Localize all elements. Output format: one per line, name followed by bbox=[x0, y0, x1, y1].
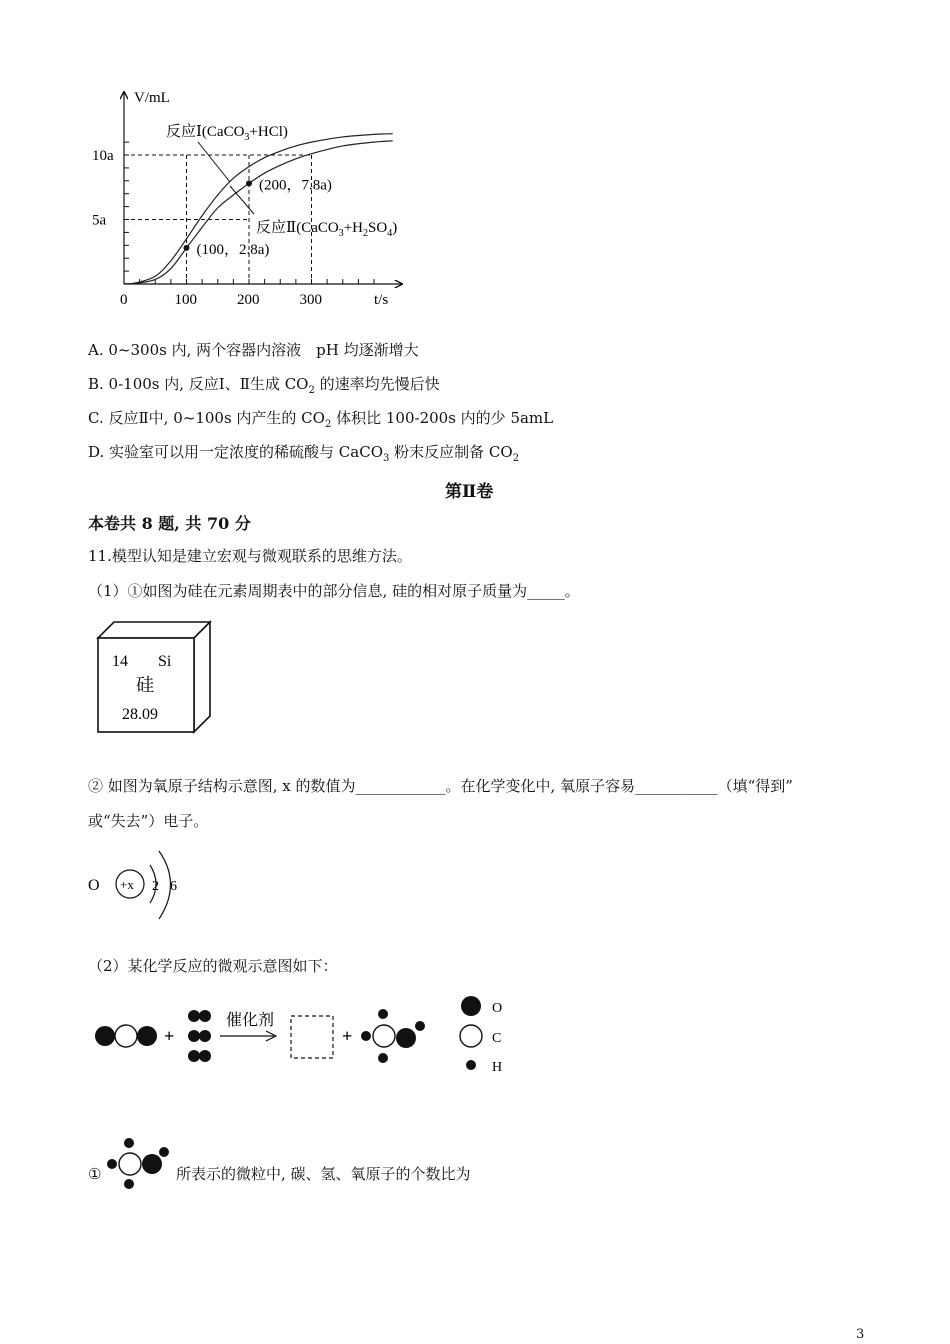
reaction-micro-diagram bbox=[86, 988, 526, 1088]
question-11-stem: 11.模型认知是建立宏观与微观联系的思维方法。 bbox=[88, 547, 412, 565]
section-info: 本卷共 8 题, 共 70 分 bbox=[88, 514, 251, 533]
catalyst-label: 催化剂 bbox=[226, 1012, 275, 1029]
series-pointer-reaction-1 bbox=[198, 142, 230, 182]
si-atomic-number: 14 bbox=[112, 653, 128, 670]
plus-sign-2: + bbox=[342, 1026, 353, 1046]
si-name: 硅 bbox=[136, 675, 154, 695]
x-tick-label-300: 300 bbox=[299, 292, 322, 308]
x-tick-label-100: 100 bbox=[174, 292, 197, 308]
plus-sign-1: + bbox=[164, 1026, 175, 1046]
option-d: D. 实验室可以用一定浓度的稀硫酸与 CaCO$_3$ 粉末反应制备 $CO_2$ bbox=[88, 443, 520, 464]
legend-carbon: C bbox=[492, 1031, 502, 1046]
product-blank-box bbox=[291, 1016, 333, 1058]
question-11-part-1: （1）①如图为硅在元素周期表中的部分信息, 硅的相对原子质量为_____。 bbox=[88, 582, 580, 600]
x-tick-label-200: 200 bbox=[237, 292, 260, 308]
section-title: 第Ⅱ卷 bbox=[445, 482, 494, 502]
y-tick-label-10a: 10a bbox=[92, 148, 114, 164]
silicon-periodic-cell bbox=[94, 618, 216, 738]
question-11-part-1b-line-2: 或“失去”）电子。 bbox=[88, 812, 209, 830]
methanol-molecule bbox=[361, 1009, 425, 1063]
series-label-reaction-1: 反应Ⅰ(CaCO$_3$+HCl) bbox=[166, 124, 288, 143]
legend-hydrogen: H bbox=[492, 1060, 503, 1075]
oxygen-atom-structure bbox=[84, 845, 194, 925]
y-tick-label-5a: 5a bbox=[92, 212, 107, 229]
shell-1-electrons: 2 bbox=[152, 879, 159, 894]
atom-symbol: O bbox=[88, 877, 100, 894]
option-c: C. 反应Ⅱ中, 0~100s 内产生的 $CO_2$ 体积比 100-200s 内的少 5amL bbox=[88, 409, 554, 430]
data-point-label-200: (200，7.8a) bbox=[259, 177, 332, 194]
option-b: B. 0-100s 内, 反应Ⅰ、Ⅱ生成 $CO_2$ 的速率均先慢后快 bbox=[88, 375, 440, 396]
methanol-molecule-inline bbox=[104, 1134, 176, 1192]
x-axis-label: t/s bbox=[374, 292, 389, 308]
option-a: A. 0~300s 内, 两个容器内溶液 pH 均逐渐增大 bbox=[88, 341, 419, 359]
co2-molecule bbox=[95, 1025, 157, 1047]
electron-shell-2 bbox=[159, 851, 171, 919]
series-pointer-reaction-2 bbox=[230, 186, 254, 214]
y-axis-label: V/mL bbox=[134, 90, 170, 106]
data-point-label-100: (100，2.8a) bbox=[196, 241, 270, 258]
si-atomic-mass: 28.09 bbox=[122, 706, 158, 723]
x-tick-label-0: 0 bbox=[120, 292, 128, 308]
si-symbol: Si bbox=[158, 653, 172, 670]
shell-2-electrons: 6 bbox=[170, 879, 177, 894]
series-curve-reaction-2 bbox=[124, 141, 393, 284]
legend-oxygen: O bbox=[492, 1001, 503, 1016]
question-11-part-1b-line-1: ② 如图为氧原子结构示意图, x 的数值为____________。在化学变化中, 氧原子容易___________（填“得到” bbox=[88, 777, 793, 795]
series-label-reaction-2: 反应$Ⅱ(CaCO_3+H_2SO_4)$ bbox=[256, 220, 398, 239]
data-point-100 bbox=[184, 245, 190, 251]
reaction-volume-chart bbox=[80, 80, 440, 320]
question-11-part-2: （2）某化学反应的微观示意图如下： bbox=[88, 957, 338, 975]
h2-molecules bbox=[188, 1010, 211, 1062]
data-point-200 bbox=[246, 180, 252, 186]
question-11-part-2a-prefix: ① bbox=[88, 1165, 102, 1183]
series-curve-reaction-1 bbox=[124, 134, 393, 284]
atom-legend bbox=[460, 996, 502, 1075]
question-11-part-2a-text: 所表示的微粒中, 碳、氢、氧原子的个数比为 bbox=[176, 1165, 471, 1183]
page-number: 3 bbox=[856, 1327, 865, 1342]
nucleus-charge: +x bbox=[120, 877, 134, 892]
